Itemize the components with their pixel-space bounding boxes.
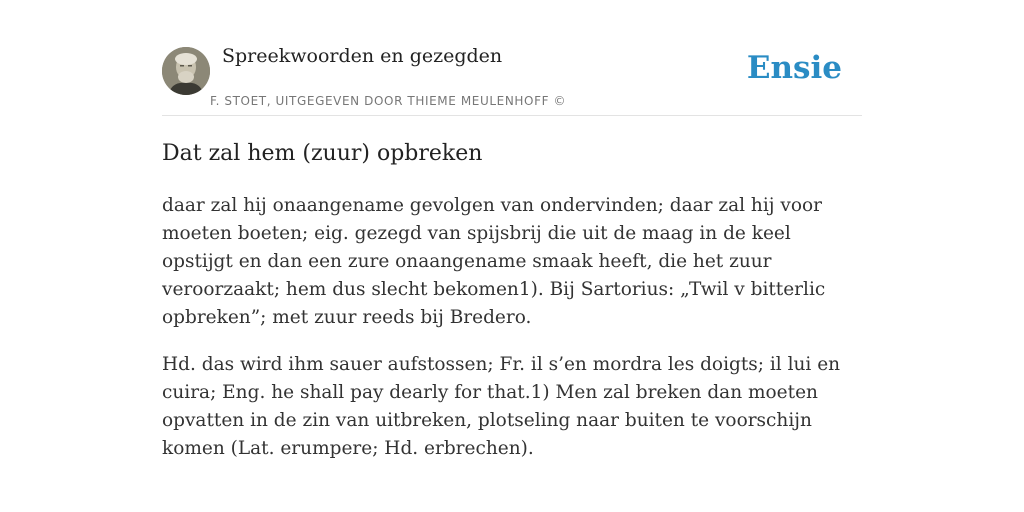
content-column [162,0,862,459]
entry-body [162,192,862,482]
source-header [162,0,862,116]
author-portrait-icon[interactable] [162,47,210,95]
entry-paragraph: Hd. das wird ihm sauer aufstossen; Fr. il s’en mordra les doigts; il lui en cuira; Eng. he shall pay dearly for that.1) Men zal breken dan moeten opvatten in de zin van uitbreken, plotseling naar buiten te voorschijn komen (Lat. erumpere; Hd. erbrechen). [162,354,841,459]
entry-title: Dat zal hem (zuur) opbreken [162,141,483,166]
entry-paragraph: daar zal hij onaangename gevolgen van ondervinden; daar zal hij voor moeten boeten; eig. gezegd van spijsbrij die uit de maag in de keel opstijgt en dan een zure onaangename smaak heeft, die het zuur veroorzaakt; hem dus slecht bekomen1). Bij Sartorius: „Twil v bitterlic opbreken”; met zuur reeds bij Bredero. [162,195,826,328]
source-title[interactable]: Spreekwoorden en gezegden [222,45,503,67]
brand-logo[interactable]: Ensie [746,50,842,86]
source-subtitle: F. STOET, UITGEGEVEN DOOR THIEME MEULENHOFF © [210,94,567,108]
